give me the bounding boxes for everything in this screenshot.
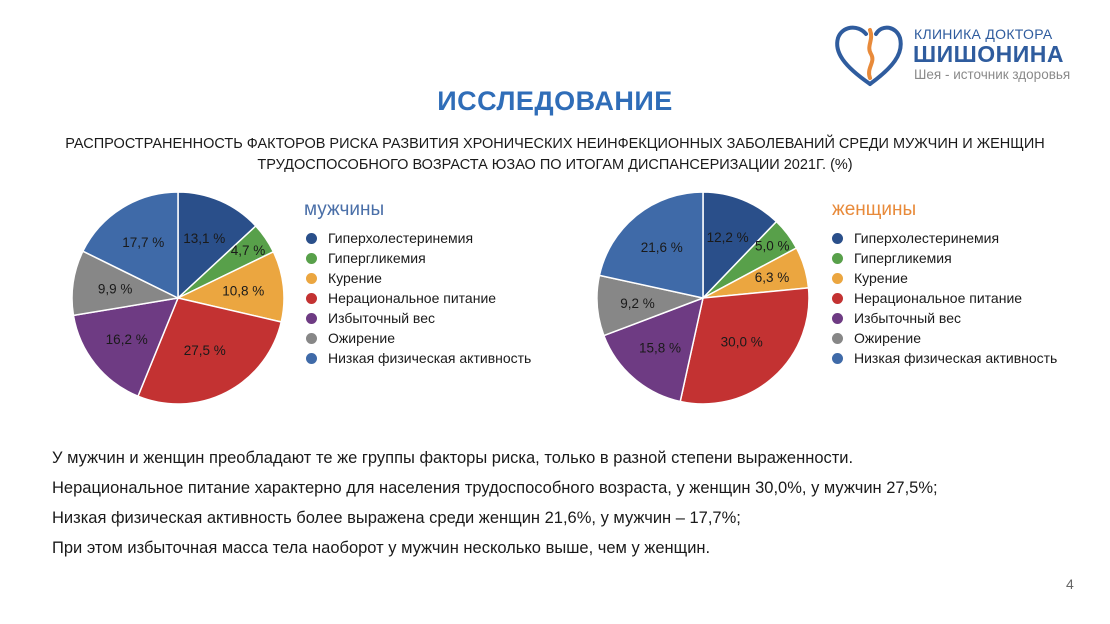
pie-data-label: 27,5 %	[183, 342, 226, 358]
legend-swatch	[306, 233, 317, 244]
legend-swatch	[832, 293, 843, 304]
legend-item	[306, 228, 531, 248]
logo-slogan: Шея - источник здоровья	[914, 67, 1071, 82]
legend-swatch	[832, 353, 843, 364]
legend-swatch	[306, 253, 317, 264]
note-line: При этом избыточная масса тела наоборот у мужчин несколько выше, чем у женщин.	[52, 539, 711, 557]
legend-label: Гипергликемия	[854, 250, 952, 266]
legend-label: Курение	[854, 270, 908, 286]
legend-swatch	[306, 333, 317, 344]
legend-item	[306, 308, 531, 328]
legend-label: Гиперхолестеринемия	[854, 230, 1000, 246]
legend-label: Нерациональное питание	[328, 290, 497, 306]
pie-data-label: 5,0 %	[755, 238, 790, 254]
legend-swatch	[306, 293, 317, 304]
legend-label: Ожирение	[854, 330, 921, 346]
note-line: Нерациональное питание характерно для населения трудоспособного возраста, у женщин 30,0%, у мужчин 27,5%;	[52, 479, 938, 497]
pie-data-label: 12,2 %	[706, 230, 749, 245]
pie-data-label: 6,3 %	[754, 270, 790, 286]
logo-text-line1: КЛИНИКА ДОКТОРА	[914, 26, 1053, 42]
legend-item	[306, 328, 531, 348]
legend-item	[832, 328, 1057, 348]
page-number: 4	[1066, 576, 1074, 592]
pie-data-label: 10,8 %	[222, 283, 265, 299]
legend-label: Низкая физическая активность	[854, 350, 1058, 366]
legend-swatch	[832, 253, 843, 264]
legend-swatch	[306, 353, 317, 364]
legend-label: Ожирение	[328, 330, 395, 346]
legend-women	[832, 228, 1057, 368]
legend-label: Гиперхолестеринемия	[328, 230, 474, 246]
pie-data-label: 21,6 %	[640, 239, 683, 255]
legend-swatch	[832, 273, 843, 284]
pie-data-label: 30,0 %	[720, 334, 763, 350]
note-line: Низкая физическая активность более выражена среди женщин 21,6%, у мужчин – 17,7%;	[52, 509, 741, 527]
pie-data-label: 17,7 %	[122, 235, 165, 251]
legend-item	[306, 288, 531, 308]
legend-item	[832, 228, 1057, 248]
legend-label: Нерациональное питание	[854, 290, 1023, 306]
legend-label: Гипергликемия	[328, 250, 426, 266]
legend-swatch	[832, 233, 843, 244]
legend-swatch	[832, 333, 843, 344]
pie-data-label: 13,1 %	[183, 230, 226, 246]
legend-men	[306, 228, 531, 368]
legend-label: Избыточный вес	[854, 310, 962, 326]
subtitle-line-1: РАСПРОСТРАНЕННОСТЬ ФАКТОРОВ РИСКА РАЗВИТИЯ ХРОНИЧЕСКИХ НЕИНФЕКЦИОННЫХ ЗАБОЛЕВАНИЙ СРЕДИ МУЖЧИН И ЖЕНЩИН	[65, 136, 1045, 152]
legend-label: Избыточный вес	[328, 310, 436, 326]
pie-data-label: 4,7 %	[230, 243, 266, 259]
legend-item	[306, 348, 531, 368]
legend-item	[832, 308, 1057, 328]
legend-swatch	[306, 313, 317, 324]
legend-item	[306, 248, 531, 268]
pie-title-women: женщины	[832, 199, 917, 220]
legend-item	[832, 348, 1057, 368]
pie-data-label: 15,8 %	[638, 340, 682, 356]
pie-data-label: 9,2 %	[620, 295, 655, 311]
logo-text-line2: ШИШОНИНА	[913, 41, 1065, 67]
note-line: У мужчин и женщин преобладают те же группы факторы риска, только в разной степени выраженности.	[52, 449, 854, 467]
conclusions	[52, 443, 938, 563]
page-title: ИССЛЕДОВАНИЕ	[437, 86, 673, 116]
legend-item	[832, 248, 1057, 268]
legend-label: Низкая физическая активность	[328, 350, 532, 366]
subtitle-line-2: ТРУДОСПОСОБНОГО ВОЗРАСТА ЮЗАО ПО ИТОГАМ ДИСПАНСЕРИЗАЦИИ 2021Г. (%)	[257, 157, 853, 173]
pie-data-label: 16,2 %	[105, 332, 148, 347]
legend-item	[306, 268, 531, 288]
pie-data-label: 9,9 %	[97, 281, 133, 297]
legend-item	[832, 288, 1057, 308]
legend-label: Курение	[328, 270, 382, 286]
pie-title-men: мужчины	[304, 199, 385, 220]
legend-item	[832, 268, 1057, 288]
legend-swatch	[306, 273, 317, 284]
legend-swatch	[832, 313, 843, 324]
